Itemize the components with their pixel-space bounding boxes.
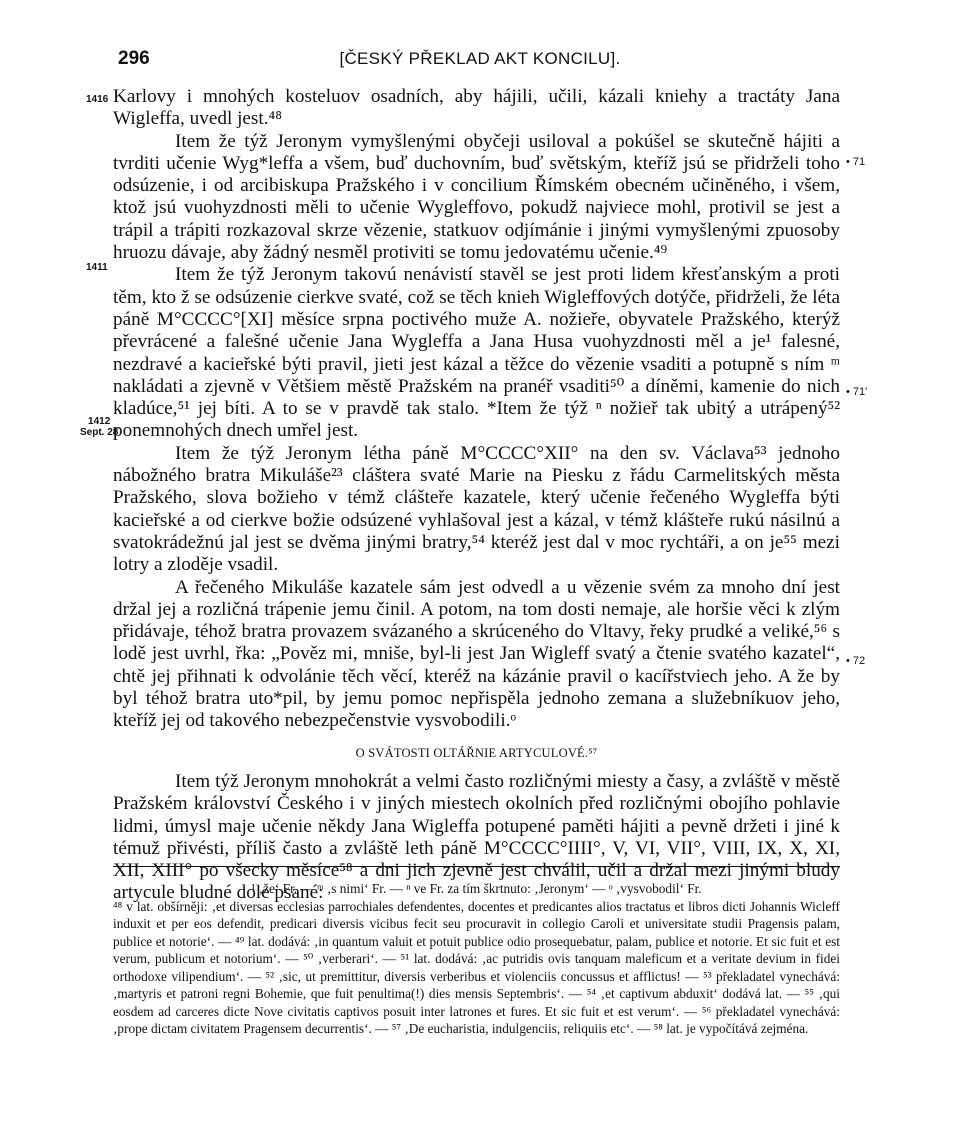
paragraph-6: Item týž Jeronym mnohokrát a velmi často rozličnými miesty a časy, a zvláště v městě Pražském království Českého i v jiných miestech okolních před rozličnými obojího pohlavie lidmi, úmysl maje učenie někdy Jana Wigleffa potupené paměti hájiti a pevně držeti i jiné k témuž přivésti, příliš často a zvláště leth páně M°CCCC°IIII°, V, VI, VII°, VIII, IX, X, XI, XII, XIII° po všecky měsíce⁵⁸ a dni jich zjevně jest chválil, učil a držal mezi jinými bludy artycule bludné dole psané: [113, 770, 840, 904]
footnotes [113, 880, 840, 1038]
paragraph-5: A řečeného Mikuláše kazatele sám jest odvedl a u vězenie svém za mnoho dní jest držal jej a rozličná trápenie jemu činil. A potom, na tom dosti nemaje, ale horšie věci k zlým přidávaje, téhož bratra provazem svázaného a skrúceného do Vltavy, řeky prudké a veliké,⁵⁶ s lodě jest uvrhl, řka: „Pověz mi, mniše, byl-li jest Jan Wigleff svatý a čtenie svatého kazatel“, chtě jej přihnati k odvolánie těch věcí, kteréž na kázánie pravil o kacířstviech jeho. A že by byl téhož bratra uto*pil, by jemu pomoc nepřispěla jednoho zemana a služebníkuov jeho, kteříž jej od takového nebezpečenstvie vysvobodili.ᵒ [113, 576, 840, 732]
paragraph-4: Item že týž Jeronym létha páně M°CCCC°XII° na den sv. Václava⁵³ jednoho nábožného bratra Mikuláše²³ cláštera svaté Marie na Piesku z řádu Carmelitských města Pražského, slova božieho v témž clášteře kazatele, který učenie řečeného Wygleffa býti kacieřské a od cierkve božie odsúzené vyhlašoval jest a kázal, v témž klášteře rukú násilnú a svatokrádežnú jal jest se dvěma jinými bratry,⁵⁴ kteréž jest dal v moc rychtáři, a on je⁵⁵ mezi lotry a zloděje vsadil. [113, 442, 840, 576]
margin-note-1411: 1411 [86, 262, 108, 273]
paragraph-1: Karlovy i mnohých kosteluov osadních, aby hájili, učili, kázali kniehy a tractáty Jana Wigleffa, uvedl jest.⁴⁸ [113, 86, 840, 130]
paragraph-2: Item že týž Jeronym vymyšlenými obyčeji usiloval a pokúšel se skutečně hájiti a tvrditi učenie Wyg*leffa a všem, buď duchovním, buď světským, kteříž jsú se přidrželi toho odsúzenie, i od arcibiskupa Pražského i v concilium Římském obecném učiněného, i všem, ktož jsú vuohyzdnosti měli to učenie Wygleffovo, pokudž najviece mohl, protivil se jest a trápil a trápiti rozkazoval skrze vězenie, statkuov odjímánie i jinými vymyšlenými zpuosoby hruozu dávaje, aby žádný nesměl protiviti se tomu jedovatému učenie.⁴⁹ [113, 130, 840, 264]
main-text [113, 86, 840, 905]
page-header [0, 48, 960, 72]
paragraph-3: Item že týž Jeronym takovú nenávistí stavěl se jest proti lidem křesťanským a proti těm, kto ž se odsúzenie cierkve svaté, což se těch knieh Wigleffových dotýče, přidrželi, že léta páně M°CCCC°[XI] měsíce srpna poctivého muže A. nožieře, obyvatele Pražského, kterýž převrácené a falešné učenie Jana Wygleffa a Jana Husa vuohyzdnosti měl a je¹ falesné, nezdravé a kacieřské býti pravil, jieti jest kázal a těžce do vězenie vsaditi a potupně s ním ᵐ nakládati a zjevně v Většiem městě Pražském na pranéř vsaditi⁵⁰ a díněmi, kamenie do nich kladúce,⁵¹ jej bíti. A to se v pravdě tak stalo. *Item že týž ⁿ nožieř tak ubitý a utrápený⁵² ponemnohých dnech umřel jest. [113, 264, 840, 442]
running-head: [ČESKÝ PŘEKLAD AKT KONCILU]. [339, 49, 621, 68]
margin-note-1416: 1416 [86, 94, 109, 105]
margin-ref-72: • 72 [846, 655, 866, 667]
footnote-divider [113, 866, 840, 867]
margin-note-date: Sept. 28 [80, 427, 119, 438]
margin-ref-71-prime: • 71' [846, 386, 868, 398]
page-number: 296 [118, 48, 150, 69]
margin-note-year: 1412 [88, 416, 111, 427]
margin-ref-71: • 71 [846, 156, 866, 168]
footnote-latin: ⁴⁸ v lat. obšírněji: ‚et diversas ecclesias parrochiales defendentes, docentes et predicantes alios tractatus et libros dicti Johannis Wicleff induxit et per eos defendit, predicari diversis vicibus fecit seu procuravit in collegio Caroli et universitate studii Pragensis palam, publice et notorie‘. — ⁴⁹ lat. dodává: ‚in quantum valuit et potuit publice odio prosequebatur, palam, publice et notorie. Et sic fuit et est verum, publicum et notorium‘. — ⁵⁰ ‚verberari‘. — ⁵¹ lat. dodává: ‚ac putridis ovis tanquam maleficum et a veritate devium in fidei orthodoxe vilipendium‘. — ⁵² ‚sic, ut premittitur, diversis verberibus et violenciis concussus et afflictus! — ⁵³ překladatel vynechává: ‚martyris et patroni regni Bohemie, que fuit penultima(!) dies mensis Septembris‘. — ⁵⁴ ‚et captivum abduxit‘ dodává lat. — ⁵⁵ ‚qui eosdem ad carceres dicte Nove civitatis captivos posuit inter latrones et fures. Et sic fuit et est verum‘. — ⁵⁶ překladatel vynechává: ‚prope dictam civitatem Pragensem decurrentis‘. — ⁵⁷ ‚De eucharistia, indulgenciis, reliquiis etc‘. — ⁵⁸ lat. je vypočítává zejména. [113, 898, 840, 1036]
footnote-variants: ¹ ‚že‘ Fr. — ᵐ ‚s nimi‘ Fr. — ⁿ ve Fr. za tím škrtnuto: ‚Jeronym‘ — ᵒ ‚vysvobodil‘ Fr. [251, 881, 702, 896]
section-heading: O SVÁTOSTI OLTÁŘNIE ARTYCULOVÉ.⁵⁷ [355, 745, 598, 760]
